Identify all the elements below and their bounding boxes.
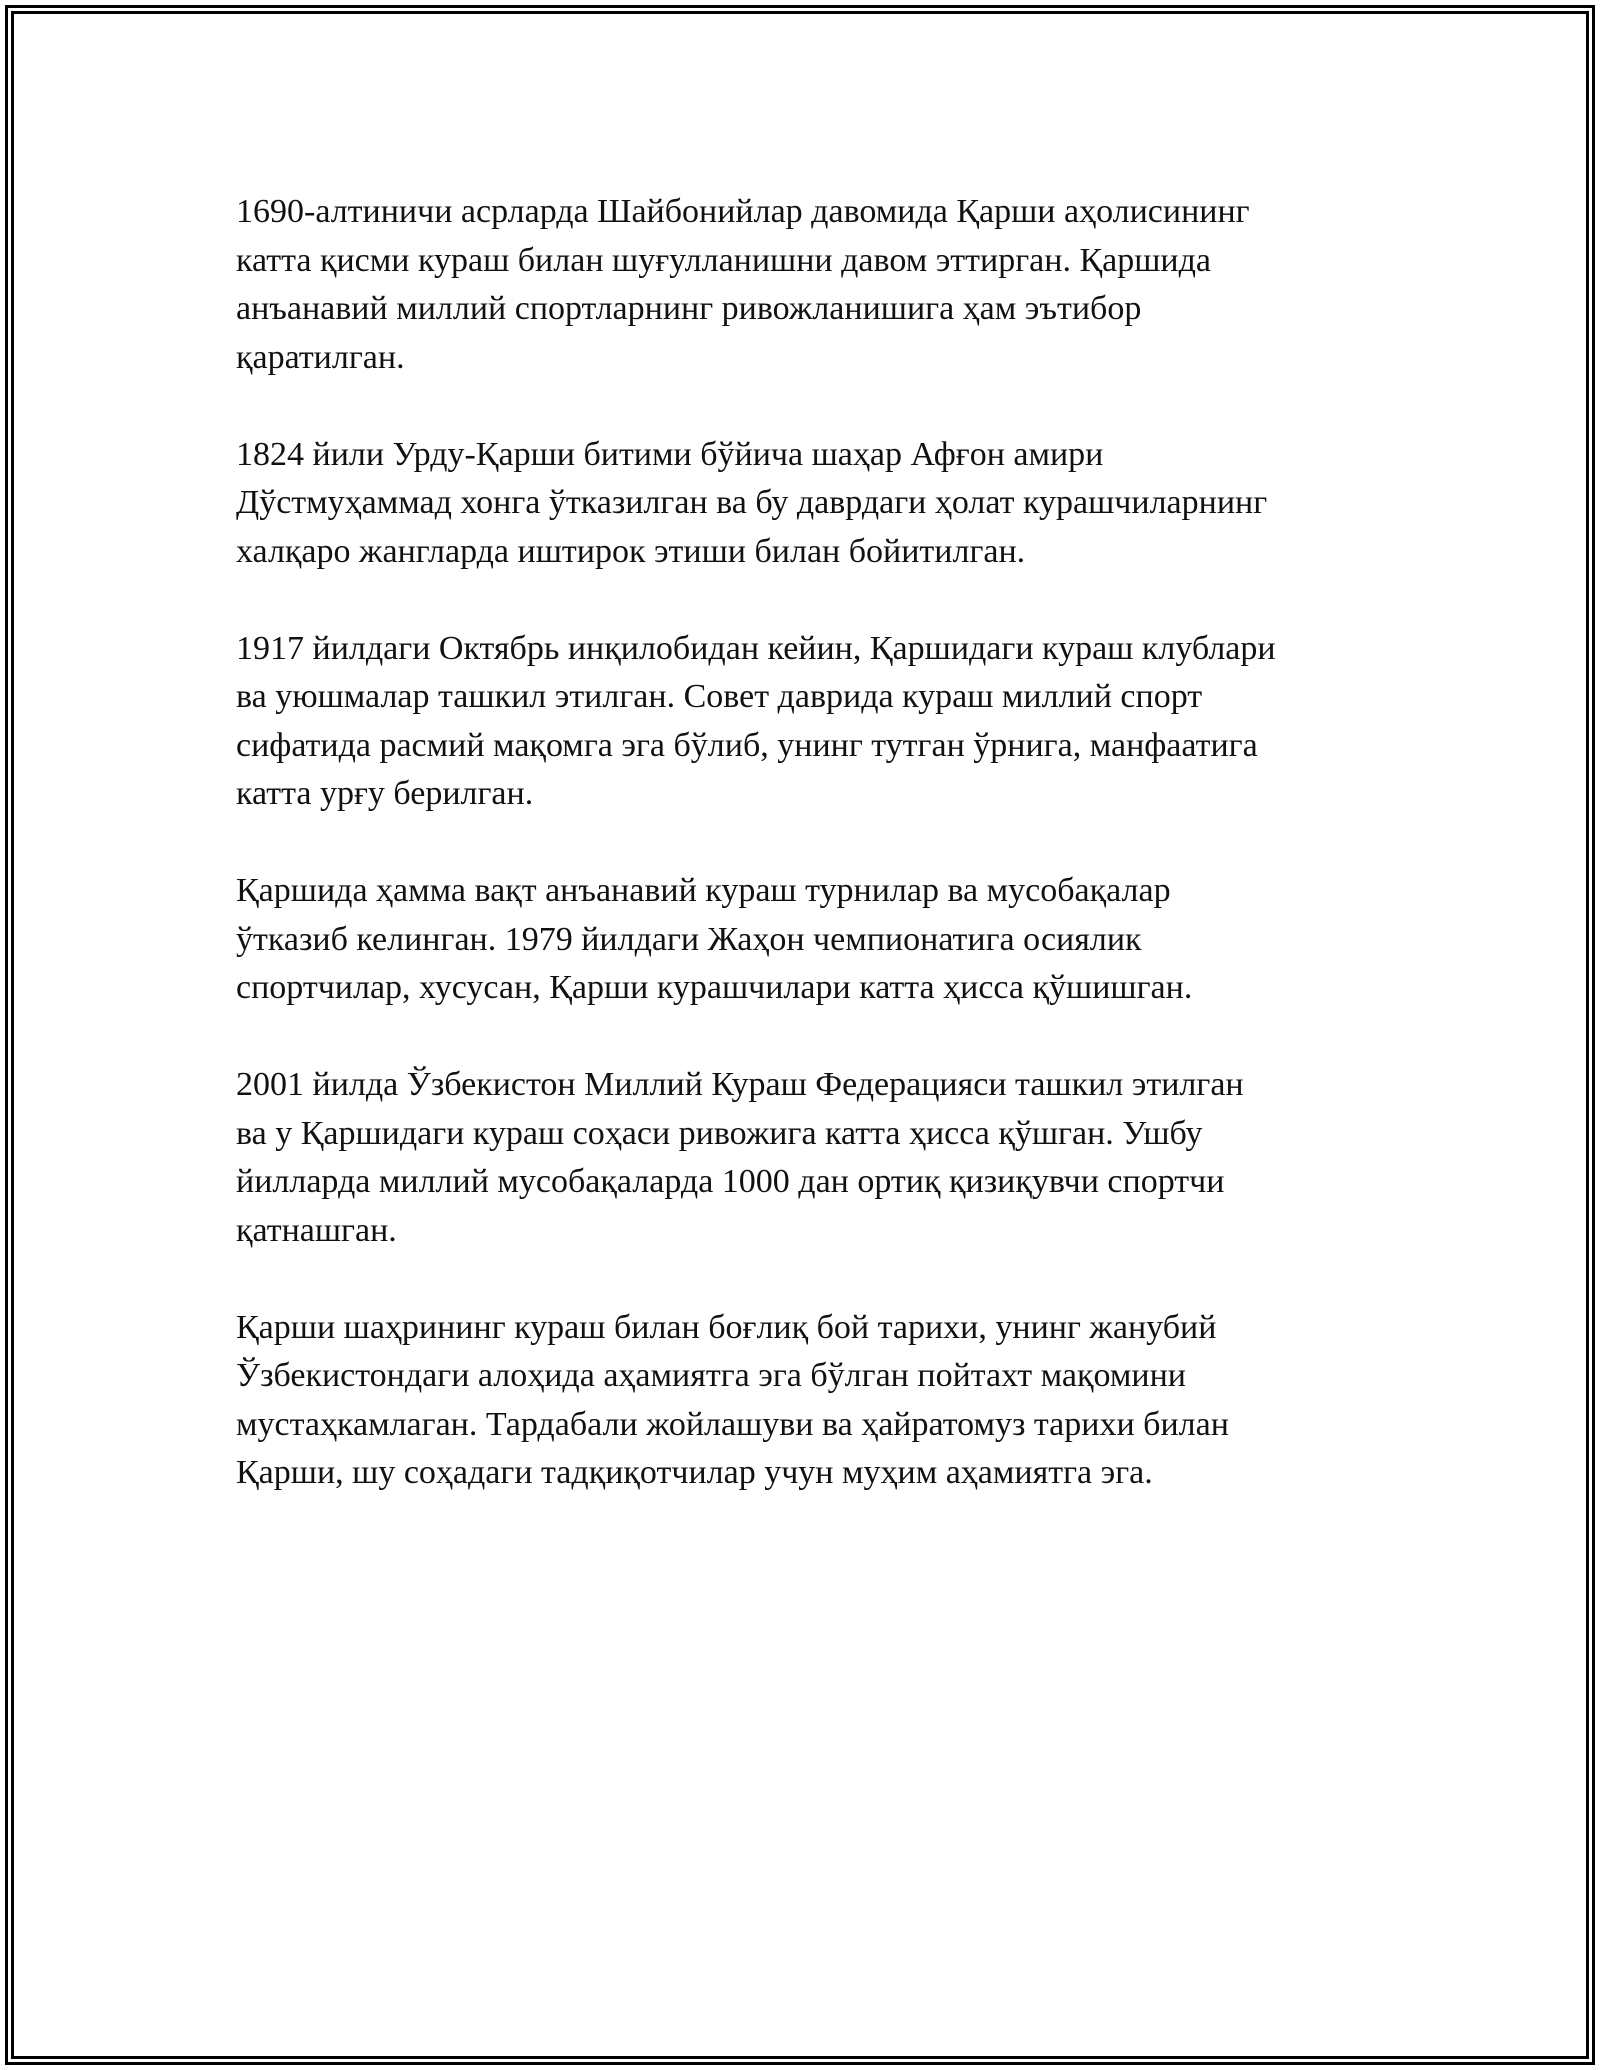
paragraph-1: 1690-алтиничи асрларда Шайбонийлар давомида Қарши аҳолисининг катта қисми кураш билан шуғулланишни давом эттирган. Қаршида анъанавий миллий спортларнинг ривожланишига ҳам эътибор қаратилган. bbox=[236, 193, 1250, 376]
paragraph-3: 1917 йилдаги Октябрь инқилобидан кейин, Қаршидаги кураш клублари ва уюшмалар ташкил этилган. Совет даврида кураш миллий спорт сифатида расмий мақомга эга бўлиб, унинг тутган ўрнига, манфаатига катта урғу берилган. bbox=[236, 629, 1276, 812]
paragraph-5: 2001 йилда Ўзбекистон Миллий Кураш Федерацияси ташкил этилган ва у Қаршидаги кураш соҳаси ривожига катта ҳисса қўшган. Ушбу йилларда миллий мусобақаларда 1000 дан ортиқ қизиқувчи спортчи қатнашган. bbox=[236, 1066, 1244, 1249]
paragraph-4: Қаршида ҳамма вақт анъанавий кураш турнилар ва мусобақалар ўтказиб келинган. 1979 йилдаги Жаҳон чемпионатига осиялик спортчилар, хусусан, Қарши курашчилари катта ҳисса қўшишган. bbox=[236, 872, 1193, 1006]
document-body bbox=[236, 188, 1376, 1546]
paragraph-6: Қарши шаҳрининг кураш билан боғлиқ бой тарихи, унинг жанубий Ўзбекистондаги алоҳида аҳамиятга эга бўлган пойтахт мақомини мустаҳкамлаган. Тардабали жойлашуви ва ҳайратомуз тарихи билан Қарши, шу соҳадаги тадқиқотчилар учун муҳим аҳамиятга эга. bbox=[236, 1308, 1229, 1491]
paragraph-2: 1824 йили Урду-Қарши битими бўйича шаҳар Афғон амири Дўстмуҳаммад хонга ўтказилган ва бу даврдаги ҳолат курашчиларнинг халқаро жангларда иштирок этиши билан бойитилган. bbox=[236, 435, 1268, 570]
